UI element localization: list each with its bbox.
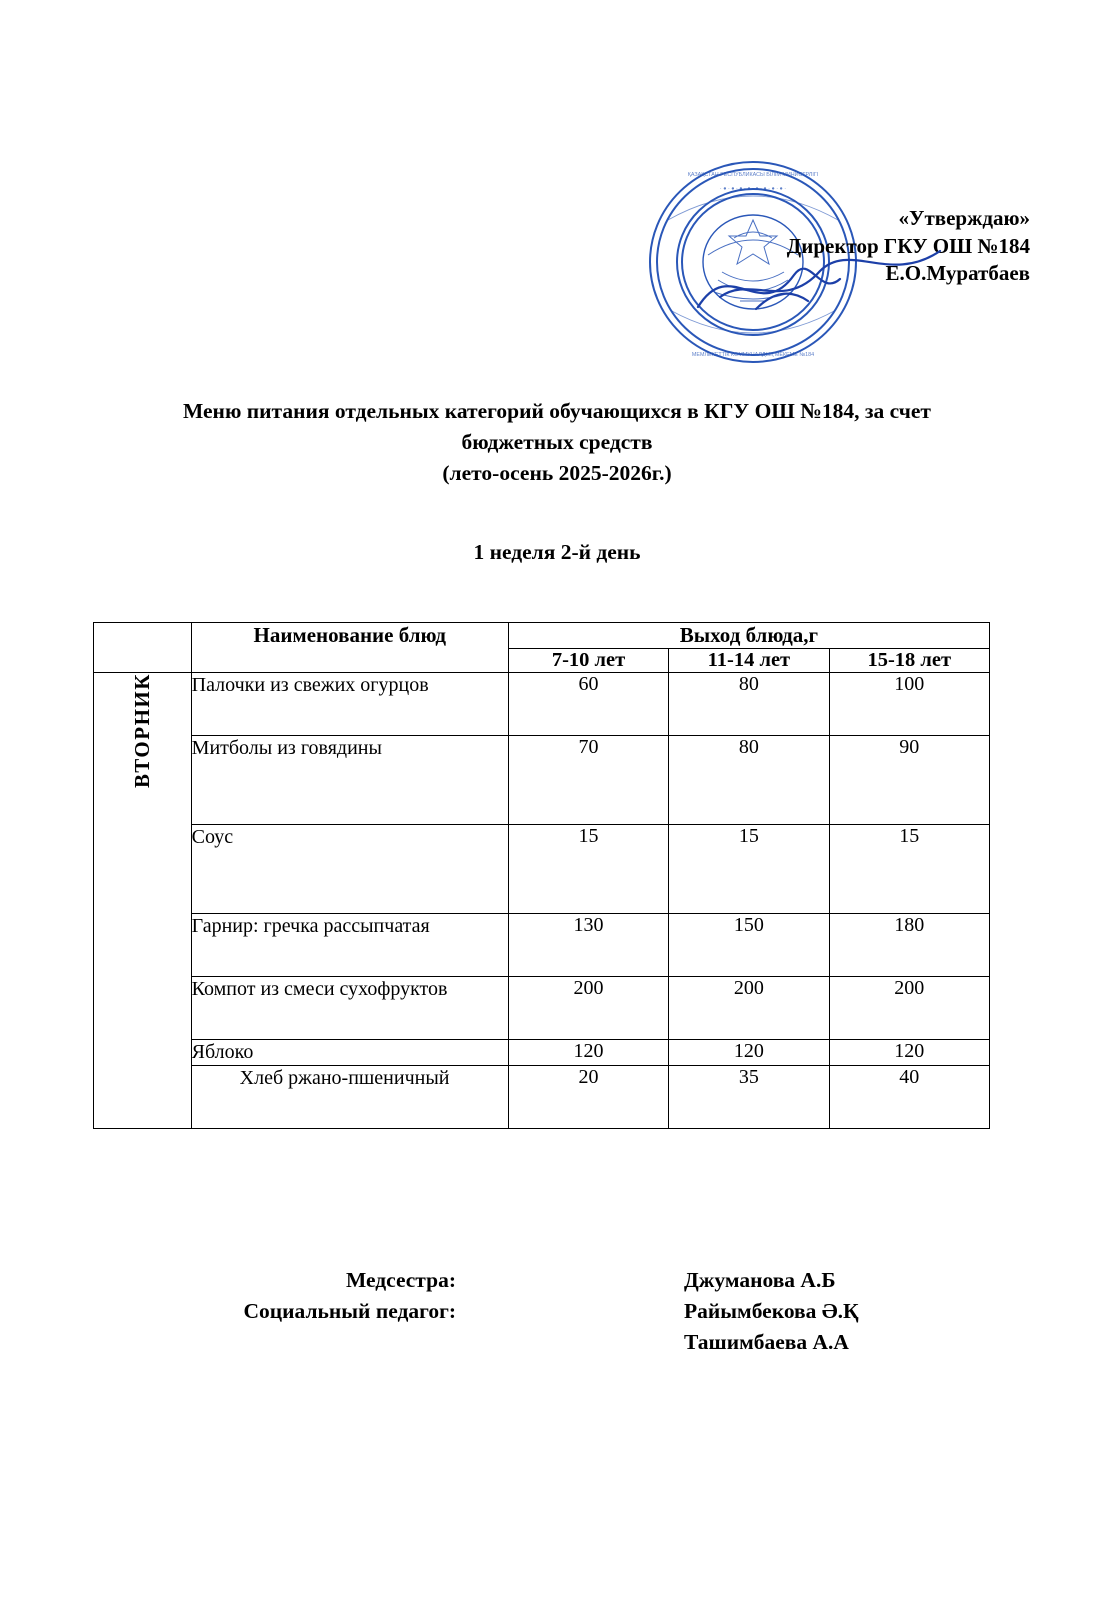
dish-qty-11-14: 35 [669, 1066, 829, 1129]
dish-qty-15-18: 90 [829, 736, 989, 825]
dish-qty-15-18: 100 [829, 673, 989, 736]
header-age-11-14: 11-14 лет [669, 649, 829, 673]
day-of-week-label: ВТОРНИК [129, 673, 154, 789]
day-of-week-cell [94, 673, 192, 1129]
svg-text:МЕМЛЕКЕТТІК КОММУНАЛДЫҚ МЕКЕМЕ: МЕМЛЕКЕТТІК КОММУНАЛДЫҚ МЕКЕМЕ №184 [691, 352, 815, 358]
table-row [94, 736, 990, 825]
footer-roles [196, 1265, 456, 1327]
dish-name: Гарнир: гречка рассыпчатая [191, 914, 508, 977]
dish-qty-11-14: 200 [669, 977, 829, 1040]
dish-name: Соус [191, 825, 508, 914]
table-row [94, 673, 990, 736]
header-age-7-10: 7-10 лет [508, 649, 668, 673]
dish-name: Компот из смеси сухофруктов [191, 977, 508, 1040]
dish-qty-7-10: 15 [508, 825, 668, 914]
approval-line-3: Е.О.Муратбаев [885, 261, 1030, 286]
dish-qty-15-18: 120 [829, 1040, 989, 1066]
svg-text:ҚАЗАҚСТАН РЕСПУБЛИКАСЫ БІЛІМ М: ҚАЗАҚСТАН РЕСПУБЛИКАСЫ БІЛІМ МИНИСТРЛІГІ [687, 172, 819, 178]
title-line-1: Меню питания отдельных категорий обучающихся в КГУ ОШ №184, за счет [183, 399, 931, 423]
dish-qty-11-14: 120 [669, 1040, 829, 1066]
dish-qty-7-10: 70 [508, 736, 668, 825]
dish-name: Митболы из говядины [191, 736, 508, 825]
dish-qty-15-18: 180 [829, 914, 989, 977]
dish-qty-7-10: 20 [508, 1066, 668, 1129]
table-row [94, 977, 990, 1040]
footer-name-2: Райымбекова Ә.Қ [684, 1299, 859, 1324]
dish-qty-11-14: 15 [669, 825, 829, 914]
dish-qty-7-10: 200 [508, 977, 668, 1040]
table-row [94, 914, 990, 977]
dish-qty-7-10: 120 [508, 1040, 668, 1066]
table-row [94, 1040, 990, 1066]
dish-qty-11-14: 150 [669, 914, 829, 977]
dish-qty-15-18: 15 [829, 825, 989, 914]
footer-role-nurse: Медсестра: [346, 1268, 456, 1292]
dish-qty-15-18: 200 [829, 977, 989, 1040]
table-row [94, 825, 990, 914]
footer-role-social-teacher: Социальный педагог: [243, 1299, 456, 1324]
header-age-15-18: 15-18 лет [829, 649, 989, 673]
title-line-2: бюджетных средств [461, 430, 653, 455]
week-day-subtitle: 1 неделя 2-й день [473, 540, 641, 564]
header-output: Выход блюда,г [508, 623, 989, 649]
dish-name: Палочки из свежих огурцов [191, 673, 508, 736]
dish-qty-7-10: 60 [508, 673, 668, 736]
dish-qty-11-14: 80 [669, 673, 829, 736]
dish-qty-11-14: 80 [669, 736, 829, 825]
approval-block [600, 205, 1030, 288]
footer-name-3: Ташимбаева А.А [684, 1330, 849, 1355]
title-line-3: (лето-осень 2025-2026г.) [442, 461, 672, 486]
table-row [94, 1066, 990, 1129]
dish-qty-15-18: 40 [829, 1066, 989, 1129]
footer-name-1: Джуманова А.Б [684, 1268, 836, 1292]
corner-cell [94, 623, 192, 673]
approval-line-2: Директор ГКУ ОШ №184 [786, 233, 1030, 258]
footer-names [684, 1265, 859, 1359]
dish-name: Яблоко [191, 1040, 508, 1066]
dish-name: Хлеб ржано-пшеничный [191, 1066, 508, 1129]
table-header-row-1 [94, 623, 990, 649]
menu-table [93, 622, 990, 1129]
dish-qty-7-10: 130 [508, 914, 668, 977]
svg-text:· ● · ● · ● · ● · ● · ● · ● ·: · ● · ● · ● · ● · ● · ● · ● · ● · [719, 186, 787, 192]
header-dish-name: Наименование блюд [191, 623, 508, 673]
approval-line-1: «Утверждаю» [898, 206, 1030, 230]
document-title [80, 396, 1034, 490]
